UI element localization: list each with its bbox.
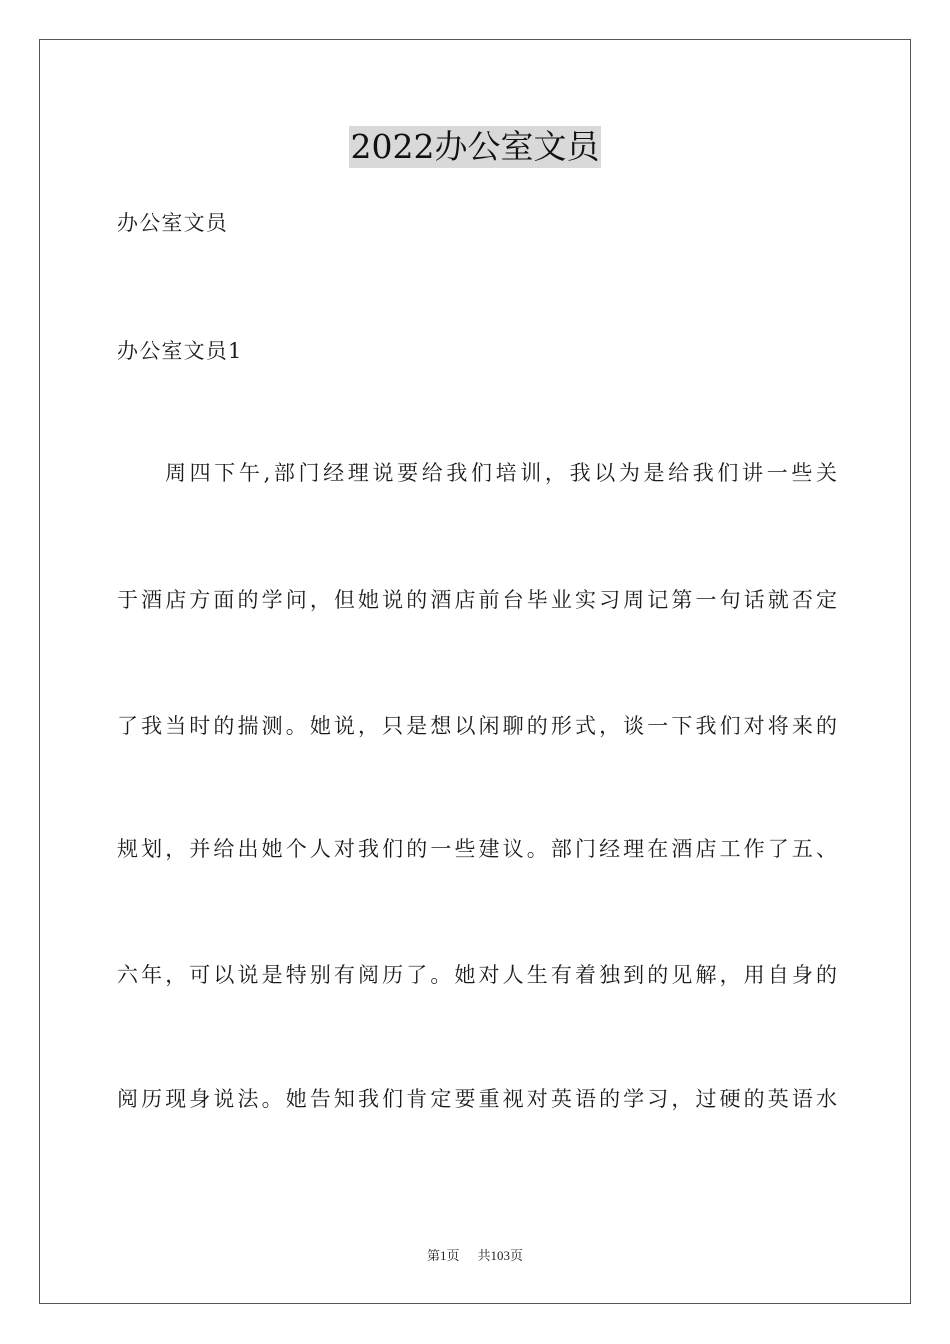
paragraph-line: 规划，并给出她个人对我们的一些建议。部门经理在酒店工作了五、 <box>117 837 837 861</box>
document-title: 2022办公室文员 <box>350 127 600 166</box>
page-footer <box>0 1247 950 1265</box>
paragraph-line: 六年，可以说是特别有阅历了。她对人生有着独到的见解，用自身的 <box>117 963 837 987</box>
section-heading: 办公室文员 <box>117 211 228 235</box>
paragraph-line: 阅历现身说法。她告知我们肯定要重视对英语的学习，过硬的英语水 <box>117 1087 837 1111</box>
paragraph-line: 了我当时的揣测。她说，只是想以闲聊的形式，谈一下我们对将来的 <box>117 714 837 738</box>
paragraph-line: 周四下午,部门经理说要给我们培训，我以为是给我们讲一些关 <box>165 461 837 485</box>
section-subheading: 办公室文员1 <box>117 339 243 363</box>
title-container <box>0 126 950 168</box>
page-number: 第1页 <box>426 1248 460 1263</box>
paragraph-line: 于酒店方面的学问，但她说的酒店前台毕业实习周记第一句话就否定 <box>117 588 837 612</box>
page-total: 共103页 <box>477 1248 524 1263</box>
